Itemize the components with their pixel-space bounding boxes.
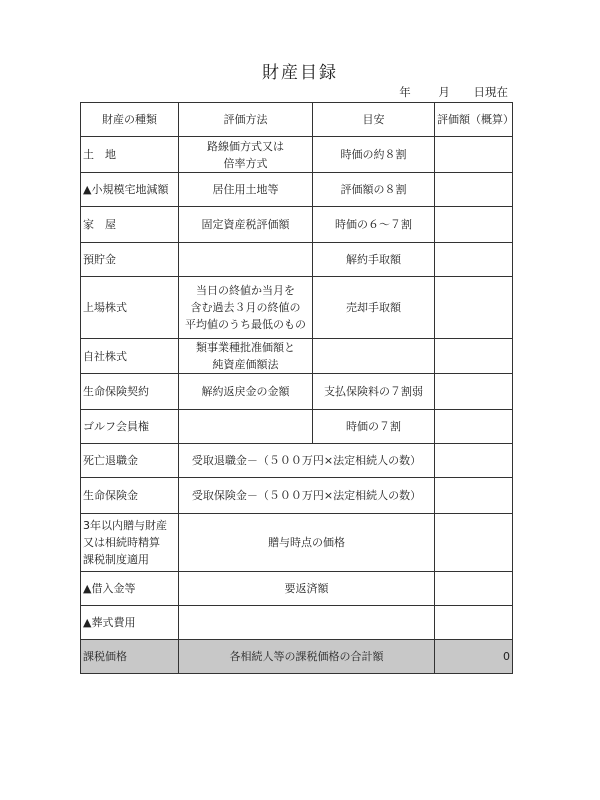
- asset-type: 生命保険金: [81, 478, 179, 514]
- valuation-method: 解約返戻金の金額: [179, 374, 313, 410]
- valuation-method: 受取退職金－（５００万円×法定相続人の数）: [179, 444, 435, 478]
- table-row: [81, 339, 513, 374]
- value-cell[interactable]: [435, 374, 513, 410]
- guide: 支払保険料の７割弱: [313, 374, 435, 410]
- table-row: [81, 374, 513, 410]
- value-cell[interactable]: [435, 207, 513, 243]
- table-row: [81, 572, 513, 606]
- value-cell[interactable]: [435, 277, 513, 339]
- valuation-method: 要返済額: [179, 572, 435, 606]
- valuation-method: 受取保険金－（５００万円×法定相続人の数）: [179, 478, 435, 514]
- value-cell[interactable]: [435, 173, 513, 207]
- asset-type: ▲借入金等: [81, 572, 179, 606]
- date-year: 年: [399, 85, 411, 99]
- value-cell[interactable]: [435, 339, 513, 374]
- asset-inventory-table: [80, 102, 513, 674]
- document-title: 財産目録: [262, 63, 338, 83]
- asset-type: 死亡退職金: [81, 444, 179, 478]
- total-method: 各相続人等の課税価格の合計額: [179, 640, 435, 674]
- guide: [313, 339, 435, 374]
- table-row: [81, 173, 513, 207]
- asset-type: 預貯金: [81, 243, 179, 277]
- value-cell[interactable]: [435, 137, 513, 173]
- valuation-method: [179, 606, 435, 640]
- guide: 時価の６～７割: [313, 207, 435, 243]
- valuation-method: 類事業種批准価額と 純資産価額法: [179, 339, 313, 374]
- valuation-method: 居住用土地等: [179, 173, 313, 207]
- guide: 売却手取額: [313, 277, 435, 339]
- valuation-method: [179, 410, 313, 444]
- guide: 時価の７割: [313, 410, 435, 444]
- value-cell[interactable]: [435, 572, 513, 606]
- table-row: [81, 277, 513, 339]
- total-row: [81, 640, 513, 674]
- asset-type: 自社株式: [81, 339, 179, 374]
- table-row: [81, 137, 513, 173]
- table-row: [81, 444, 513, 478]
- asset-type: 家 屋: [81, 207, 179, 243]
- date-month: 月: [438, 85, 450, 99]
- table-row: [81, 514, 513, 572]
- table-row: [81, 207, 513, 243]
- valuation-method: [179, 243, 313, 277]
- asset-type: 土 地: [81, 137, 179, 173]
- table-row: [81, 243, 513, 277]
- table-row: [81, 478, 513, 514]
- header-asset-type: 財産の種類: [81, 103, 179, 137]
- total-value: 0: [435, 640, 513, 674]
- valuation-method: 固定資産税評価額: [179, 207, 313, 243]
- asset-type: 生命保険契約: [81, 374, 179, 410]
- value-cell[interactable]: [435, 478, 513, 514]
- value-cell[interactable]: [435, 514, 513, 572]
- valuation-method: 贈与時点の価格: [179, 514, 435, 572]
- value-cell[interactable]: [435, 243, 513, 277]
- valuation-method: 路線価方式又は 倍率方式: [179, 137, 313, 173]
- guide: 評価額の８割: [313, 173, 435, 207]
- table-row: [81, 606, 513, 640]
- valuation-method: 当日の終値か当月を 含む過去３月の終値の 平均値のうち最低のもの: [179, 277, 313, 339]
- asset-type: ゴルフ会員権: [81, 410, 179, 444]
- asset-type: ▲葬式費用: [81, 606, 179, 640]
- guide: 解約手取額: [313, 243, 435, 277]
- header-guide: 目安: [313, 103, 435, 137]
- date-day: 日現在: [473, 85, 508, 99]
- header-value: 評価額（概算）: [435, 103, 513, 137]
- asset-type: 3年以内贈与財産 又は相続時精算 課税制度適用: [81, 514, 179, 572]
- guide: 時価の約８割: [313, 137, 435, 173]
- value-cell[interactable]: [435, 410, 513, 444]
- header-row: [81, 103, 513, 137]
- table-row: [81, 410, 513, 444]
- value-cell[interactable]: [435, 606, 513, 640]
- header-method: 評価方法: [179, 103, 313, 137]
- value-cell[interactable]: [435, 444, 513, 478]
- asset-type: 上場株式: [81, 277, 179, 339]
- total-label: 課税価格: [81, 640, 179, 674]
- asset-type: ▲小規模宅地減額: [81, 173, 179, 207]
- date-line: [399, 84, 508, 100]
